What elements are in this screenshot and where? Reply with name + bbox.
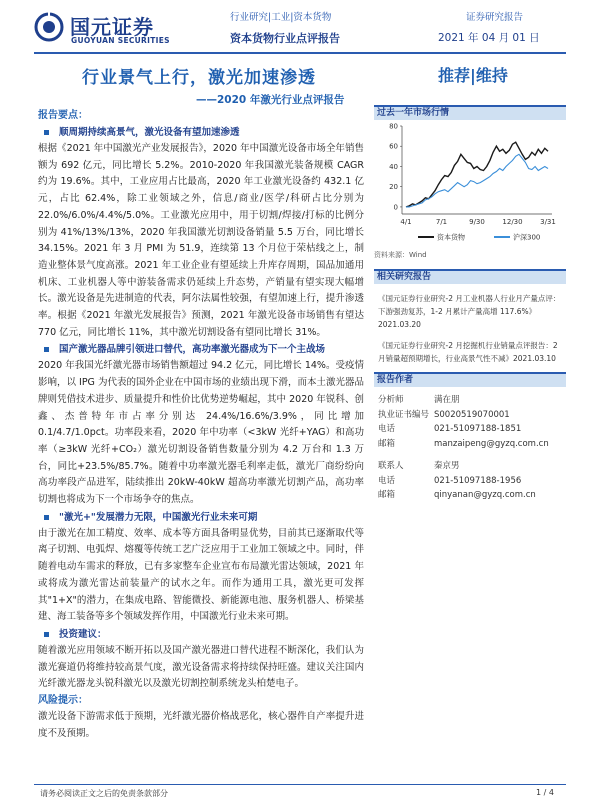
section-heading-text: "激光+"发展潜力无限，中国激光行业未来可期 bbox=[59, 511, 258, 523]
section-body: 根据《2021 年中国激光产业发展报告》，2020 年中国激光设备市场全年销售额为 692 亿元，同比增长 5.2%。2010-2020 年我国激光装备规模 CAGR 约为 19.6%。其中，工业应用占比最高，2020 年工业激光设备约 432.1 亿元，占比 62.4%，除工业领域之外，信息/商业/医学/科研占比分别为 22.0%/6.0%/4.4%/5.0%。工业激光应用中，用于切割/焊接/打标的比例分别为 41%/13%/13%，2020 年我国激光切割设备销量 5.5 万台，同比增长 34.15%。2021 年 3 月 PMI 为 51.9，连续第 13 个月位于荣枯线之上，制造业整体景气度高涨。2021 年工业企业有望延续上升库存周期，国品加通用机床、工业机器人等中游装备需求仍延续上升态势，产销量有望实现大幅增长。激光设备是先进制造的代表，阿尔法属性较强，有望加速上行，提升渗透率。根据《2021 年激光发展报告》预测，2021 年激光设备市场销售有望达 770 亿元，同比增长 11%，其中激光切割设备有望同比增长 31%。 bbox=[38, 143, 364, 338]
legend-label: 资本货物 bbox=[437, 233, 465, 242]
legend-label: 沪深300 bbox=[513, 233, 541, 242]
x-tick-label: 7/1 bbox=[435, 218, 448, 226]
analyst-cert-row bbox=[374, 408, 566, 423]
contact-role-label: 联系人 bbox=[378, 461, 404, 471]
contact-name-row bbox=[374, 459, 566, 474]
contact-name: 秦京男 bbox=[434, 461, 460, 471]
rating-badge: 推荐|维持 bbox=[438, 66, 508, 85]
related-report-item[interactable]: 《国元证券行业研究-2 月工业机器人行业月产量点评：下游强劲复苏，1-2 月累计产量高增 117.6%》2021.03.20 bbox=[378, 294, 561, 329]
section-body: 2020 年我国光纤激光器市场销售额超过 94.2 亿元，同比增长 14%。受疫情影响，以 IPG 为代表的国外企业在中国市场的业绩出现下滑，而本土激光器品牌则凭借技术进步、质量提升和性价比优势逆势崛起，其中 2020 年锐科、创鑫、杰普特年市占率分别达 24.4%/16.6%/3.9%，同比增加 0.1/4.7/1.0pct。功率段来看，2020 年中功率（<3kW 光纤+YAG）和高功率（≥3kW 光纤+CO₂）激光切割设备销售数量分别为 4.2 万台和 1.3 万台，同比+23.5%/85.7%。随着中功率激光器毛利率走低，激光厂商纷纷向高功率段产品进军，陆续推出 20kW-40kW 超高功率激光切割产品，高功率切割也将成为下一个市场争夺的焦点。 bbox=[38, 360, 364, 506]
bullet-square-icon bbox=[44, 515, 49, 520]
section-body: 由于激光在加工精度、效率、成本等方面具备明显优势，目前其已逐渐取代等离子切割、电弧焊、熔覆等传统工艺广泛应用于工业加工领域之中。同时，伴随着电动车需求的释放，已有多家整车企业宣布布局激光雷达领域，2021 年或将成为激光雷达前装量产的试水之年。而作为通用工具，激光更可发挥其"1+X"的潜力，在集成电路、智能微投、新能源电池、服务机器人、桥梁基建、海工装备等多个领域发挥作用，中国激光行业未来可期。 bbox=[38, 527, 364, 623]
analyst-phone-row bbox=[374, 422, 566, 437]
market-chart bbox=[374, 120, 566, 248]
analyst-role-label: 分析师 bbox=[378, 395, 404, 405]
contact-phone-row bbox=[374, 474, 566, 489]
section-heading bbox=[38, 341, 364, 358]
y-tick-label: 0 bbox=[393, 203, 398, 212]
x-tick-label: 9/30 bbox=[469, 218, 485, 226]
logo-text-cn: 国元证券 bbox=[70, 15, 154, 39]
summary-label: 报告要点： bbox=[38, 110, 88, 121]
bullet-square-icon bbox=[44, 632, 49, 637]
section-heading bbox=[38, 509, 364, 526]
email-label: 邮箱 bbox=[378, 438, 396, 449]
section-body: 随着激光应用领域不断开拓以及国产激光器进口替代进程不断深化，我们认为激光赛道仍将维持较高景气度，激光设备需求将持续保持旺盛。建议关注国内光纤激光器龙头锐科激光以及激光切割控制系统龙头柏楚电子。 bbox=[38, 644, 364, 690]
chart-source: 资料来源：Wind bbox=[374, 251, 427, 259]
header-doc-type: 证券研究报告 bbox=[466, 12, 524, 23]
series-line-csi300 bbox=[406, 154, 548, 207]
related-reports-title: 相关研究报告 bbox=[374, 269, 566, 284]
footer-divider bbox=[34, 784, 566, 785]
cert-number: S0020519070001 bbox=[434, 409, 510, 420]
header-divider bbox=[34, 52, 566, 54]
risk-body: 激光设备下游需求低于预期，光纤激光器价格战恶化，核心器件自产率提升进度不及预期。 bbox=[38, 711, 364, 739]
sidebar-column bbox=[374, 105, 566, 503]
y-tick-label: 80 bbox=[389, 122, 398, 131]
report-title: 行业景气上行，激光加速渗透 bbox=[82, 68, 316, 88]
analyst-name: 满在朋 bbox=[434, 395, 460, 405]
y-tick-label: 20 bbox=[389, 183, 398, 192]
series-line-capital-goods bbox=[406, 142, 548, 207]
risk-label: 风险提示： bbox=[38, 695, 88, 707]
analyst-phone[interactable]: 021-51097188-1851 bbox=[434, 424, 522, 434]
market-chart-svg bbox=[374, 120, 566, 248]
page-header bbox=[0, 0, 600, 58]
page-number: 1 / 4 bbox=[536, 788, 554, 797]
y-tick-label: 40 bbox=[389, 162, 398, 171]
header-report-title: 资本货物行业点评报告 bbox=[230, 32, 340, 45]
chart-panel-title: 过去一年市场行情 bbox=[374, 105, 566, 120]
section-heading-text: 投资建议： bbox=[59, 628, 107, 640]
guoyuan-logo-icon bbox=[34, 12, 64, 42]
report-subtitle: ——2020 年激光行业点评报告 bbox=[196, 94, 345, 106]
contact-email-row bbox=[374, 488, 566, 503]
phone-label: 电话 bbox=[378, 475, 396, 486]
analyst-email-link[interactable]: manzaipeng@gyzq.com.cn bbox=[434, 438, 549, 449]
header-date: 2021 年 04 月 01 日 bbox=[438, 32, 540, 44]
section-heading-text: 国产激光器品牌引领进口替代，高功率激光器成为下一个主战场 bbox=[59, 344, 326, 356]
cert-label: 执业证书编号 bbox=[378, 409, 430, 420]
summary-column bbox=[38, 108, 364, 743]
section-heading-text: 顺周期持续高景气，激光设备有望加速渗透 bbox=[59, 127, 240, 138]
logo-text-en: GUOYUAN SECURITIES bbox=[71, 36, 170, 45]
phone-label: 电话 bbox=[378, 424, 396, 434]
company-logo bbox=[34, 10, 184, 48]
section-heading bbox=[38, 626, 364, 643]
bullet-square-icon bbox=[44, 130, 49, 135]
email-label: 邮箱 bbox=[378, 490, 396, 500]
analyst-email-row bbox=[374, 437, 566, 452]
x-tick-label: 3/31 bbox=[540, 218, 556, 226]
bullet-square-icon bbox=[44, 347, 49, 352]
section-heading bbox=[38, 124, 364, 141]
x-tick-label: 4/1 bbox=[400, 218, 412, 226]
y-tick-label: 60 bbox=[389, 142, 398, 151]
analyst-name-row bbox=[374, 393, 566, 408]
contact-phone[interactable]: 021-51097188-1956 bbox=[434, 475, 522, 486]
x-tick-label: 12/30 bbox=[502, 218, 523, 226]
header-categories: 行业研究|工业|资本货物 bbox=[230, 12, 332, 23]
authors-title: 报告作者 bbox=[374, 372, 566, 387]
footer-disclaimer: 请务必阅读正文之后的免责条款部分 bbox=[40, 789, 168, 798]
contact-email-link[interactable]: qinyanan@gyzq.com.cn bbox=[434, 490, 536, 500]
related-report-item[interactable]: 《国元证券行业研究-2 月挖掘机行业销量点评报告：2 月销量超预期增长，行业高景气性不减》2021.03.10 bbox=[378, 341, 558, 363]
